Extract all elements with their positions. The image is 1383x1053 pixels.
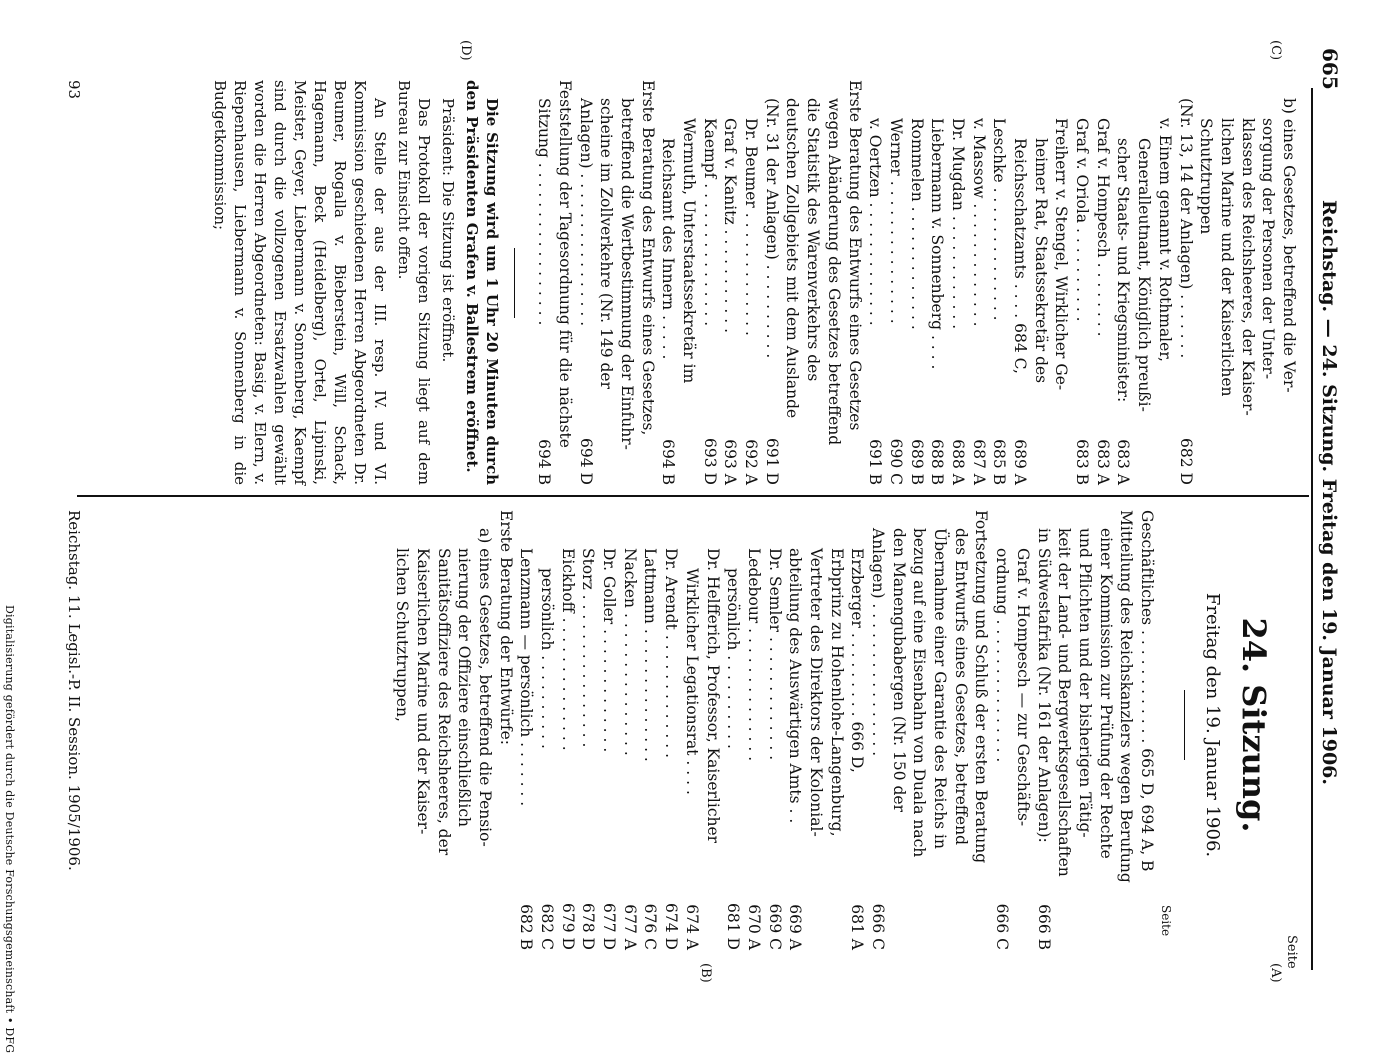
toc-line	[826, 510, 847, 950]
session-title: 24. Sitzung.	[1235, 617, 1273, 833]
seite-label-left: Seite	[1159, 905, 1173, 937]
toc-entry-text: nierung der Offiziere einschließlich	[455, 548, 474, 827]
toc-page-ref: 687 A	[969, 439, 988, 485]
toc-entry-text: einer Kommission zur Prüfung der Rechte	[1096, 528, 1115, 859]
toc-line	[534, 80, 555, 485]
toc-page-ref: 682 D	[1176, 438, 1195, 485]
toc-page-ref: 689 A	[1011, 439, 1030, 485]
toc-entry-text: Leschke . . . . . . . . . . . . . .	[990, 118, 1009, 321]
toc-line	[888, 510, 909, 950]
toc-line	[536, 510, 557, 950]
toc-line	[596, 80, 617, 485]
toc-entry-text: v. Einem genannt v. Rothmaler,	[1155, 118, 1174, 362]
toc-page-ref: 693 A	[721, 439, 740, 485]
toc-line	[702, 510, 723, 950]
toc-entry-text: Reichsschatzamts . . . . 684 C,	[1011, 138, 1030, 374]
toc-entry-text: Feststellung der Tagesordnung für die nächste	[555, 80, 574, 448]
toc-entry-text: v. Oertzen . . . . . . . . . . . . .	[866, 118, 885, 326]
toc-line	[865, 80, 886, 485]
toc-line	[474, 510, 495, 950]
footer-page: 93	[65, 80, 83, 100]
toc-entry-text: Graf v. Kanitz . . . . . . . . . . .	[721, 118, 740, 334]
toc-entry-text: Reichsamt des Innern . . . . .	[659, 138, 678, 360]
toc-entry-text: Dr. Goller . . . . . . . . . . . . .	[600, 548, 619, 753]
toc-line	[723, 510, 744, 950]
toc-line	[1033, 510, 1054, 950]
toc-entry-text: Nacken . . . . . . . . . . . . . . .	[620, 548, 639, 756]
toc-entry-text: betreffend die Wertbestimmung der Einfuhr-	[618, 98, 636, 450]
toc-page-ref: 669 C	[765, 903, 784, 950]
toc-page-ref: 683 B	[1073, 439, 1092, 485]
toc-entry-text: (Nr. 31 der Anlagen) . . . . . . . . . .	[762, 98, 781, 359]
toc-line	[412, 510, 433, 950]
toc-page-ref: 674 D	[662, 903, 681, 950]
toc-page-ref: 682 C	[538, 903, 557, 950]
toc-page-ref: 689 B	[907, 439, 926, 485]
toc-entry-text: Vertreter des Direktors der Kolonial-	[807, 548, 825, 837]
toc-entry-text: Dr. Helfferich, Professor, Kaiserlicher	[703, 548, 722, 844]
toc-line	[1030, 80, 1051, 485]
toc-entry-text: in Südwestafrika (Nr. 161 der Anlagen):	[1034, 528, 1053, 843]
toc-line	[637, 80, 658, 485]
toc-entry-text: lichen Schutztruppen,	[393, 548, 412, 722]
toc-line	[554, 80, 575, 485]
toc-page-ref: 688 B	[928, 439, 947, 485]
toc-line	[1092, 80, 1113, 485]
toc-entry-text: Sanitätsoffiziere des Reichsheeres, der	[434, 548, 453, 856]
toc-line	[909, 510, 930, 950]
toc-entry-text: Übernahme einer Garantie des Reichs in	[931, 528, 950, 849]
toc-line	[764, 510, 785, 950]
toc-entry-text: Anlagen) . . . . . . . . . . . . . . . .	[576, 98, 595, 327]
toc-line	[392, 510, 413, 950]
toc-entry-text: Lattmann . . . . . . . . . . . . . .	[641, 548, 660, 762]
toc-page-ref: 669 A	[786, 904, 805, 950]
toc-line	[658, 80, 679, 485]
toc-entry-text: und Pflichten und der bisherigen Tätig-	[1075, 528, 1094, 838]
toc-page-ref: 683 A	[1114, 439, 1133, 485]
toc-line	[1113, 80, 1134, 485]
toc-line	[989, 80, 1010, 485]
toc-page-ref: 666 C	[869, 903, 888, 950]
toc-line	[867, 510, 888, 950]
toc-line	[681, 510, 702, 950]
toc-line	[1071, 80, 1092, 485]
toc-entry-text: Ledebour . . . . . . . . . . . . . .	[744, 548, 763, 762]
page-number: 665	[1318, 48, 1342, 90]
toc-entry-text: abteilung des Auswärtigen Amts . .	[786, 548, 805, 824]
toc-entry-text: Dr. Mugdan . . . . . . . . . . . .	[949, 118, 967, 330]
toc-entry-text: die Statistik des Warenverkehrs des	[804, 98, 823, 382]
toc-entry-text: v. Massow . . . . . . . . . . . . .	[969, 118, 988, 327]
toc-entry-text: Graf v. Oriola . . . . . . . . . .	[1073, 118, 1092, 322]
toc-entry-text: Erste Beratung der Entwürfe:	[496, 510, 515, 746]
toc-line	[661, 510, 682, 950]
toc-entry-text: Kaempf . . . . . . . . . . . . . . .	[700, 118, 719, 327]
column-divider	[77, 495, 1309, 497]
session-date: Freitag den 19. Januar 1906.	[1202, 592, 1223, 858]
toc-line	[1054, 510, 1075, 950]
toc-entry-text: Fortsetzung und Schluß der ersten Beratung	[972, 510, 991, 864]
toc-line	[823, 80, 844, 485]
column-left	[392, 510, 1157, 950]
toc-entry-text: persönlich . . . . . . . . . .	[724, 568, 743, 749]
toc-page-ref: 679 D	[558, 903, 577, 950]
toc-line	[906, 80, 927, 485]
toc-line	[619, 510, 640, 950]
toc-line	[1095, 510, 1116, 950]
toc-page-ref: 691 D	[762, 438, 781, 485]
toc-entry-text: Generalleutnant, Königlich preußi-	[1135, 138, 1154, 412]
toc-entry-text: Schutztruppen	[1197, 118, 1216, 235]
toc-line	[616, 80, 637, 485]
toc-line	[1258, 80, 1279, 485]
toc-line	[1278, 80, 1299, 485]
toc-line	[516, 510, 537, 950]
toc-page-ref: 683 A	[1093, 439, 1112, 485]
toc-entry-text: Eickhoff . . . . . . . . . . . . . .	[558, 548, 577, 751]
toc-page-ref: 690 C	[886, 438, 905, 485]
toc-page-ref: 681 D	[724, 903, 743, 950]
toc-line	[1237, 80, 1258, 485]
toc-entry-text: Sitzung . . . . . . . . . . . . . . . . .	[535, 98, 554, 326]
body-paragraph: An Stelle der aus der III. resp. IV. und VI. Kommission geschiedenen Herren Abgeordneten Dr. Beumer, Rogalla v. Bieberstein, Will, Schack, Hagemann, Beck (Heidelberg), Ortel, Lipinski, Meister, Geyer, Liebermann v. Sonnenberg, Kaempf sind durch die vollzogenen Ersatzwahlen gewählt worden die Herren Abgeordneten: Basig, v. Elern, v. Riepenhausen, Liebermann v. Sonnenberg in die Budgetkommission;	[211, 80, 389, 485]
toc-line	[1196, 80, 1217, 485]
toc-entry-text: Dr. Arendt . . . . . . . . . . . . .	[662, 548, 681, 758]
toc-line	[557, 510, 578, 950]
column-right	[534, 80, 1299, 485]
toc-line	[844, 80, 865, 485]
toc-line	[847, 510, 868, 950]
margin-b: (B)	[698, 963, 713, 983]
toc-line	[971, 510, 992, 950]
toc-entry-text: lichen Marine und der Kaiserlichen	[1217, 118, 1236, 397]
toc-line	[575, 80, 596, 485]
margin-c: (C)	[1268, 40, 1283, 61]
toc-line	[927, 80, 948, 485]
toc-line	[929, 510, 950, 950]
toc-line	[1012, 510, 1033, 950]
body-rule	[514, 248, 515, 318]
toc-page-ref: 674 A	[682, 904, 701, 950]
body-paragraph: Das Protokoll der vorigen Sitzung liegt auf dem Bureau zur Einsicht offen.	[395, 80, 433, 485]
toc-entry-text: sorgung der Personen der Unter-	[1259, 118, 1278, 380]
toc-entry-text: Kaiserlichen Marine und der Kaiser-	[413, 548, 432, 835]
toc-line	[720, 80, 741, 485]
toc-line	[785, 510, 806, 950]
toc-entry-text: Graf v. Hompesch . . . . . . . .	[1093, 118, 1112, 337]
footer-session: Reichstag. 11. Legisl.-P. II. Session. 1905/1906.	[65, 510, 83, 871]
toc-entry-text: deutschen Zollgebiets mit dem Auslande	[783, 98, 802, 419]
toc-line	[1116, 510, 1137, 950]
toc-line	[1136, 510, 1157, 950]
toc-line	[598, 510, 619, 950]
toc-page-ref: 666 C	[993, 903, 1012, 950]
toc-page-ref: 688 A	[949, 439, 967, 485]
toc-entry-text: Lenzmann — persönlich . . . . . . .	[517, 548, 536, 807]
toc-entry-text: den Manengubabergen (Nr. 150 der	[889, 528, 908, 813]
toc-page-ref: 681 A	[848, 904, 867, 950]
toc-entry-text: bezug auf eine Eisenbahn von Duala nach	[910, 528, 929, 858]
toc-entry-text: Graf v. Hompesch — zur Geschäfts-	[1013, 548, 1032, 827]
toc-entry-text: (Nr. 13, 14 der Anlagen) . . . . . . .	[1176, 98, 1195, 359]
toc-entry-text: scher Staats- und Kriegsminister:	[1114, 138, 1133, 403]
body-text	[206, 80, 515, 485]
margin-a: (A)	[1268, 963, 1283, 983]
toc-entry-text: Rommelen . . . . . . . . . . . . .	[907, 118, 926, 330]
toc-line	[950, 510, 971, 950]
toc-line	[433, 510, 454, 950]
toc-entry-text: Liebermann v. Sonnenberg . . . .	[928, 118, 947, 370]
running-title: Reichstag. — 24. Sitzung. Freitag den 19. Januar 1906.	[1318, 200, 1340, 786]
toc-entry-text: heimer Rat, Staatssekretär des	[1031, 138, 1050, 384]
toc-entry-text: wegen Abänderung des Gesetzes betreffend	[824, 98, 843, 446]
toc-line	[1074, 510, 1095, 950]
toc-entry-text: Dr. Semler . . . . . . . . . . . . .	[765, 548, 784, 761]
seite-label-right: Seite	[1284, 935, 1299, 969]
toc-line	[495, 510, 516, 950]
toc-entry-text: Wermuth, Unterstaatssekretär im	[680, 118, 699, 384]
toc-entry-text: Freiherr v. Stengel, Wirklicher Ge-	[1052, 118, 1071, 391]
toc-entry-text: b) eines Gesetzes, betreffend die Ver-	[1280, 98, 1298, 393]
toc-entry-text: scheine im Zollverkehre (Nr. 149 der	[597, 98, 616, 390]
toc-entry-text: Wirklicher Legationsrat . . . .	[682, 568, 701, 795]
toc-line	[1134, 80, 1155, 485]
toc-entry-text: Geschäftliches . . . . . . . . . . . . 665 D, 694 A, B	[1138, 510, 1156, 872]
toc-line	[640, 510, 661, 950]
margin-d: (D)	[458, 40, 473, 61]
toc-page-ref: 692 A	[742, 439, 761, 485]
toc-line	[805, 510, 826, 950]
toc-line	[743, 510, 764, 950]
toc-line	[885, 80, 906, 485]
body-paragraph: Die Sitzung wird um 1 Uhr 20 Minuten durch den Präsidenten Grafen v. Ballestrem eröffnet.	[463, 80, 501, 485]
toc-entry-text: Erste Beratung des Entwurfs eines Gesetzes	[845, 80, 864, 431]
toc-line	[1175, 80, 1196, 485]
dfg-side-note: Digitalisierung gefördert durch die Deutsche Forschungsgemeinschaft • DFG	[3, 605, 16, 1053]
toc-entry-text: des Entwurfs eines Gesetzes, betreffend	[951, 528, 970, 846]
toc-line	[761, 80, 782, 485]
toc-line	[699, 80, 720, 485]
toc-page-ref: 694 D	[576, 438, 595, 485]
toc-entry-text: klassen des Reichsheeres, der Kaiser-	[1238, 118, 1257, 416]
toc-entry-text: Storz . . . . . . . . . . . . . . . .	[579, 548, 598, 748]
toc-entry-text: Dr. Beumer . . . . . . . . . . . . .	[742, 118, 761, 336]
toc-line	[992, 510, 1013, 950]
body-paragraph: Präsident: Die Sitzung ist eröffnet.	[439, 98, 457, 363]
toc-entry-text: Mitteilung des Reichskanzlers wegen Berufung	[1117, 510, 1136, 883]
toc-page-ref: 694 B	[535, 439, 554, 485]
toc-line	[1009, 80, 1030, 485]
toc-entry-text: Erzberger . . . . . . . . . 666 D,	[848, 548, 867, 773]
toc-page-ref: 693 D	[700, 438, 719, 485]
toc-entry-text: keit der Land- und Bergwerksgesellschaften	[1055, 528, 1074, 877]
toc-entry-text: Erste Beratung des Entwurfs eines Gesetzes,	[638, 80, 657, 436]
toc-entry-text: Erbprinz zu Hohenlohe-Langenburg,	[827, 548, 846, 837]
toc-entry-text: persönlich . . . . . . . . . .	[538, 568, 557, 749]
toc-page-ref: 670 A	[744, 904, 763, 950]
toc-page-ref: 678 D	[579, 903, 598, 950]
toc-line	[578, 510, 599, 950]
toc-line	[803, 80, 824, 485]
toc-page-ref: 666 B	[1034, 904, 1053, 950]
toc-line	[968, 80, 989, 485]
toc-entry-text: Werner . . . . . . . . . . . . . . .	[886, 118, 905, 324]
toc-page-ref: 691 B	[866, 439, 885, 485]
top-rule	[1311, 88, 1313, 970]
toc-line	[947, 80, 968, 485]
toc-line	[678, 80, 699, 485]
toc-page-ref: 676 C	[641, 903, 660, 950]
toc-entry-text: Anlagen) . . . . . . . . . . . . . . . .	[869, 528, 888, 757]
toc-line	[782, 80, 803, 485]
toc-line	[1154, 80, 1175, 485]
title-rule	[1184, 690, 1185, 760]
toc-line	[1051, 80, 1072, 485]
toc-line	[740, 80, 761, 485]
toc-page-ref: 677 A	[620, 904, 639, 950]
toc-page-ref: 682 B	[517, 904, 536, 950]
toc-line	[454, 510, 475, 950]
toc-entry-text: a) eines Gesetzes, betreffend die Pensio-	[476, 528, 494, 847]
toc-entry-text: ordnung . . . . . . . . . . . . . . .	[993, 548, 1012, 763]
toc-page-ref: 685 B	[990, 439, 1009, 485]
toc-page-ref: 677 D	[600, 903, 619, 950]
toc-page-ref: 694 B	[659, 439, 678, 485]
toc-line	[1216, 80, 1237, 485]
